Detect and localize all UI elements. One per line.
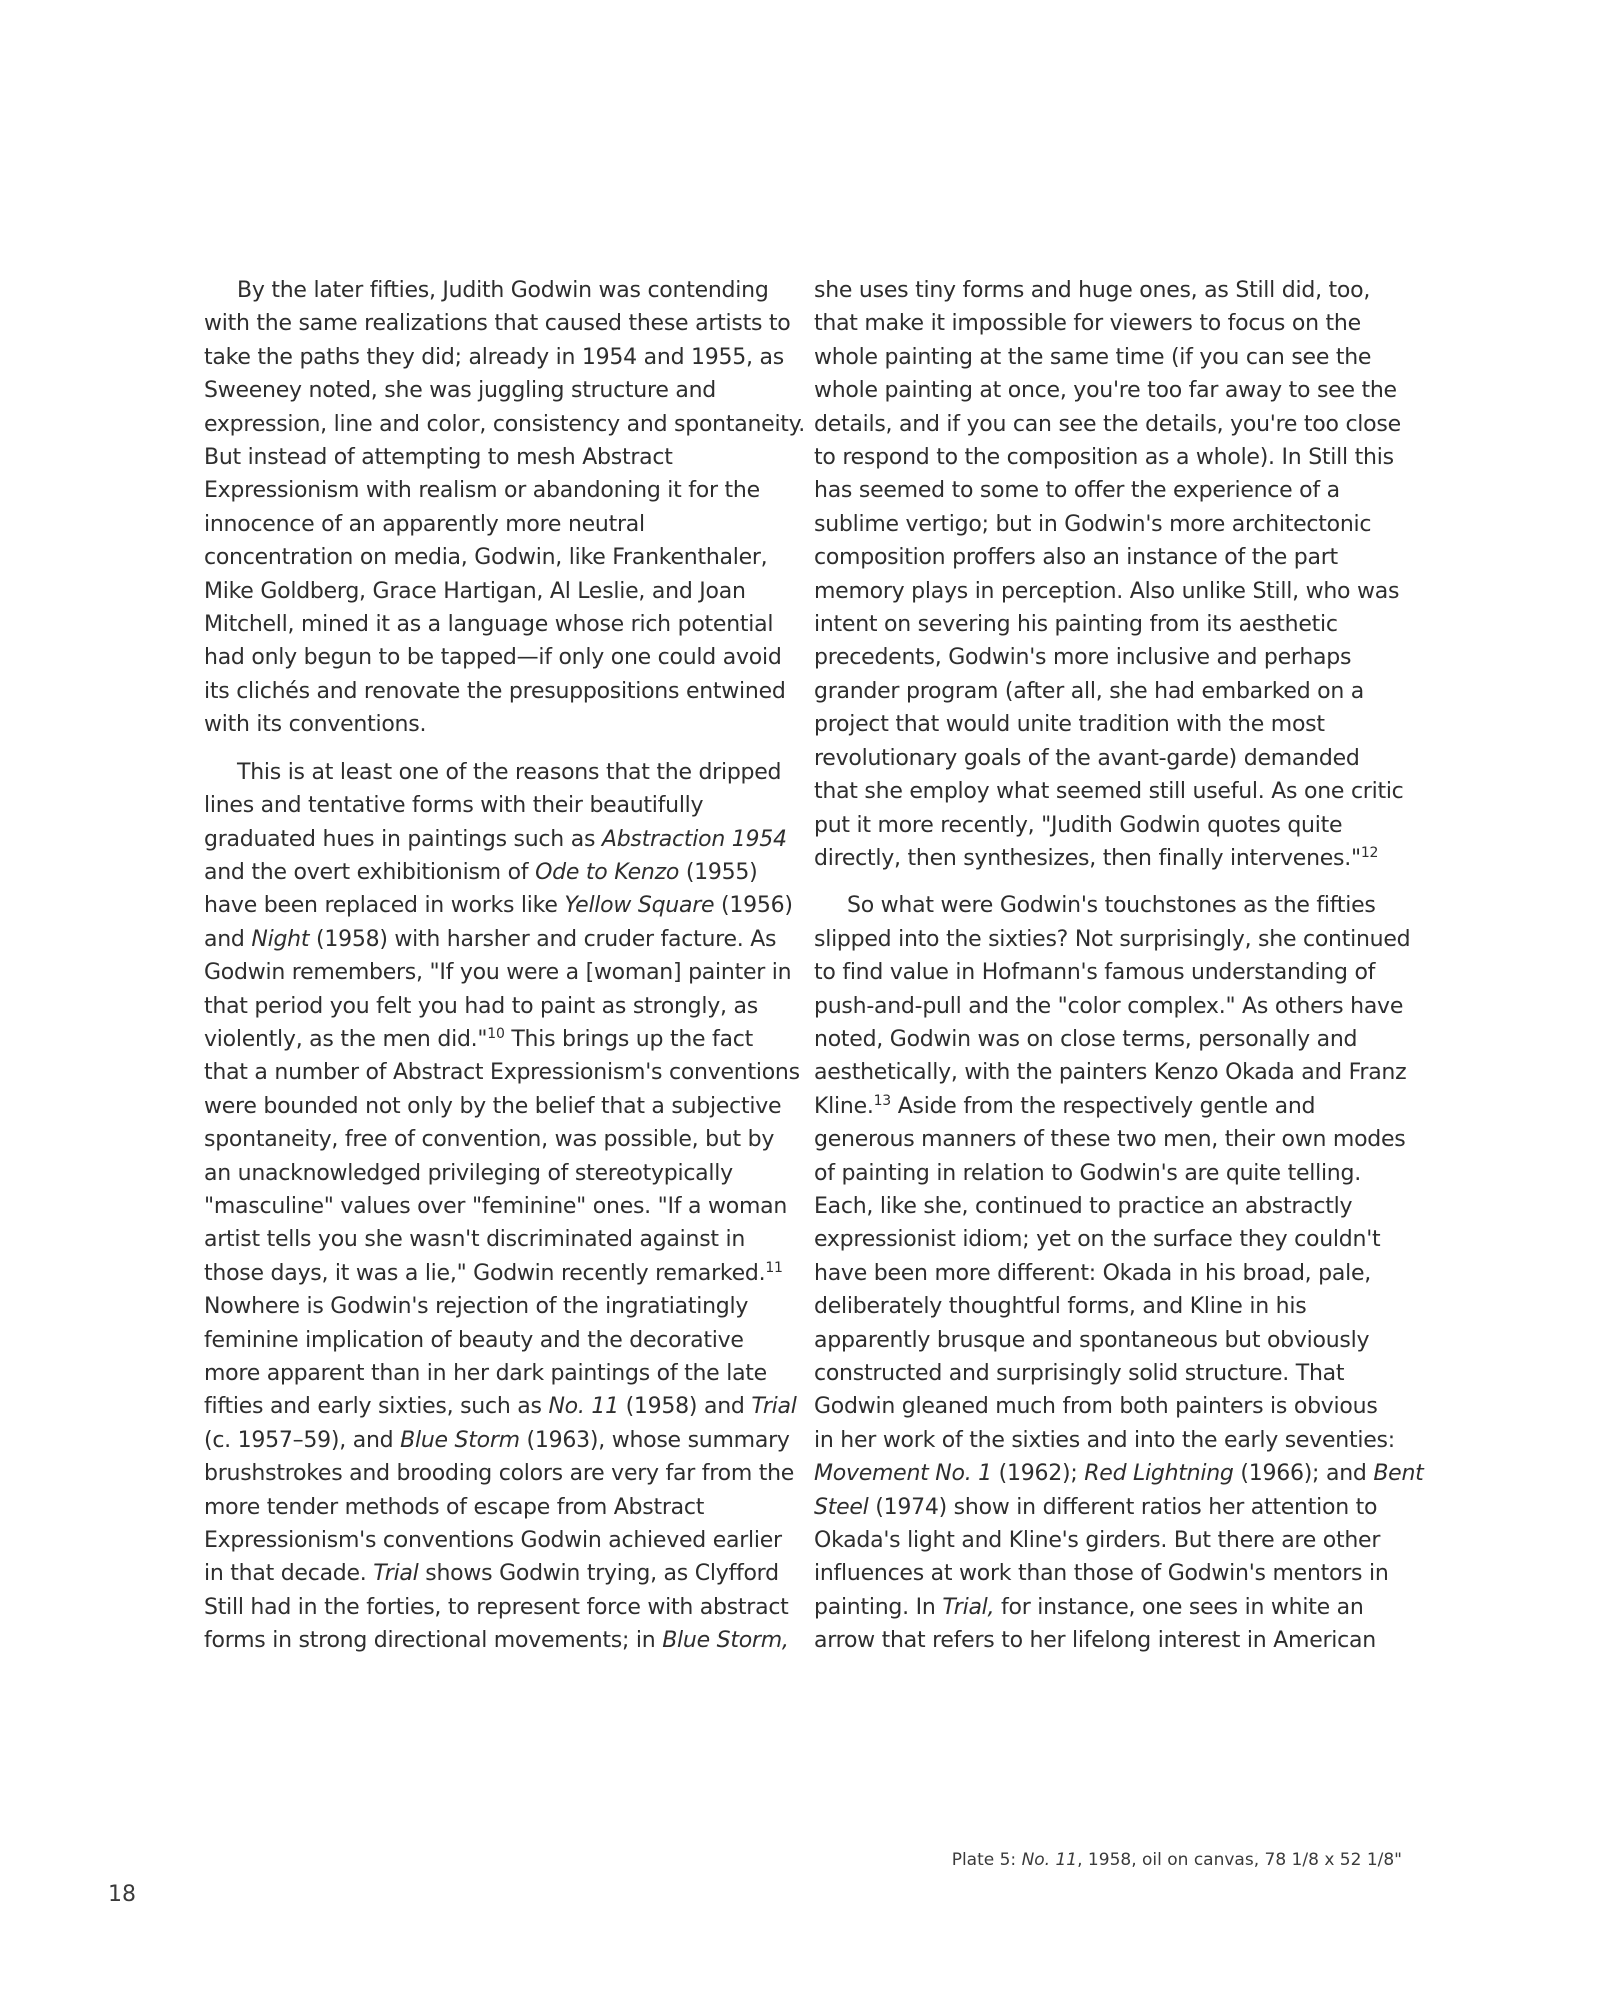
text-line: But instead of attempting to mesh Abstract bbox=[204, 445, 673, 471]
text-line: were bounded not only by the belief that a subjective bbox=[204, 1093, 782, 1119]
text-line: whole painting at the same time (if you can see the bbox=[814, 344, 1372, 370]
text-line: forms in strong directional movements; in Blue Storm, bbox=[204, 1628, 789, 1654]
text-line: Movement No. 1 (1962); Red Lightning (1966); and Bent bbox=[814, 1461, 1424, 1487]
text-line: Expressionism with realism or abandoning it for the bbox=[204, 478, 760, 504]
text-line: intent on severing his painting from its aesthetic bbox=[814, 612, 1338, 638]
text-line: details, and if you can see the details, you're too close bbox=[814, 411, 1401, 437]
text-line: spontaneity, free of convention, was possible, but by bbox=[204, 1127, 775, 1153]
text-line: with the same realizations that caused these artists to bbox=[204, 311, 791, 337]
text-line: memory plays in perception. Also unlike Still, who was bbox=[814, 578, 1400, 604]
text-line: Mike Goldberg, Grace Hartigan, Al Leslie, and Joan bbox=[204, 578, 746, 604]
paragraph bbox=[814, 274, 1402, 875]
text-line: revolutionary goals of the avant-garde) demanded bbox=[814, 745, 1360, 771]
text-line: Mitchell, mined it as a language whose rich potential bbox=[204, 612, 774, 638]
text-line: expression, line and color, consistency and spontaneity. bbox=[204, 411, 806, 437]
text-line: to respond to the composition as a whole). In Still this bbox=[814, 445, 1394, 471]
text-line: more tender methods of escape from Abstract bbox=[204, 1494, 705, 1520]
text-line: take the paths they did; already in 1954 and 1955, as bbox=[204, 344, 784, 370]
text-line: arrow that refers to her lifelong interest in American bbox=[814, 1628, 1376, 1654]
text-line: violently, as the men did."$^{10}$ This brings up the fact bbox=[204, 1025, 753, 1052]
text-line: Nowhere is Godwin's rejection of the ingratiatingly bbox=[204, 1294, 749, 1320]
text-line: Steel (1974) show in different ratios her attention to bbox=[814, 1494, 1378, 1520]
text-line: project that would unite tradition with the most bbox=[814, 712, 1325, 738]
text-line: influences at work than those of Godwin's mentors in bbox=[814, 1561, 1389, 1587]
text-line: Godwin gleaned much from both painters is obvious bbox=[814, 1394, 1378, 1420]
text-line: concentration on media, Godwin, like Frankenthaler, bbox=[204, 545, 768, 571]
text-line: By the later fifties, Judith Godwin was contending bbox=[237, 278, 769, 303]
text-line: aesthetically, with the painters Kenzo Okada and Franz bbox=[814, 1060, 1407, 1086]
text-line: feminine implication of beauty and the decorative bbox=[204, 1327, 744, 1353]
text-line: slipped into the sixties? Not surprisingly, she continued bbox=[814, 926, 1411, 952]
text-line: apparently brusque and spontaneous but obviously bbox=[814, 1327, 1370, 1353]
text-line: deliberately thoughtful forms, and Kline in his bbox=[814, 1294, 1307, 1320]
text-line: (c. 1957–59), and Blue Storm (1963), whose summary bbox=[204, 1427, 790, 1453]
text-line: expressionist idiom; yet on the surface they couldn't bbox=[814, 1227, 1381, 1253]
paragraph bbox=[814, 889, 1424, 1657]
text-line: its clichés and renovate the presuppositions entwined bbox=[204, 678, 786, 704]
text-line: had only begun to be tapped—if only one could avoid bbox=[204, 645, 782, 671]
text-line: have been more different: Okada in his broad, pale, bbox=[814, 1260, 1372, 1286]
text-line: with its conventions. bbox=[204, 712, 427, 738]
text-line: that make it impossible for viewers to focus on the bbox=[814, 311, 1361, 337]
text-line: and Night (1958) with harsher and cruder facture. As bbox=[204, 926, 777, 952]
page-number: 18 bbox=[108, 1882, 136, 1907]
text-line: she uses tiny forms and huge ones, as Still did, too, bbox=[814, 278, 1371, 303]
text-line: noted, Godwin was on close terms, personally and bbox=[814, 1026, 1358, 1052]
text-line: precedents, Godwin's more inclusive and perhaps bbox=[814, 645, 1352, 671]
text-line: in that decade. Trial shows Godwin trying, as Clyfford bbox=[204, 1561, 779, 1587]
text-line: whole painting at once, you're too far away to see the bbox=[814, 378, 1397, 404]
text-line: generous manners of these two men, their own modes bbox=[814, 1127, 1406, 1153]
text-line: Kline.$^{13}$ Aside from the respectively gentle and bbox=[814, 1092, 1316, 1119]
text-line: that she employ what seemed still useful. As one critic bbox=[814, 779, 1404, 805]
text-line: fifties and early sixties, such as No. 11 (1958) and Trial bbox=[204, 1394, 797, 1420]
text-line: more apparent than in her dark paintings of the late bbox=[204, 1361, 767, 1386]
text-line: and the overt exhibitionism of Ode to Kenzo (1955) bbox=[204, 859, 758, 885]
text-line: put it more recently, "Judith Godwin quotes quite bbox=[814, 812, 1343, 838]
text-line: that a number of Abstract Expressionism's conventions bbox=[204, 1060, 800, 1086]
text-line: innocence of an apparently more neutral bbox=[204, 511, 645, 537]
text-line: "masculine" values over "feminine" ones. "If a woman bbox=[204, 1193, 788, 1219]
text-line: has seemed to some to offer the experience of a bbox=[814, 478, 1340, 504]
text-line: have been replaced in works like Yellow Square (1956) bbox=[204, 893, 793, 919]
caption-title: No. 11 bbox=[1021, 1850, 1078, 1870]
text-line: of painting in relation to Godwin's are quite telling. bbox=[814, 1160, 1361, 1186]
text-line: painting. In Trial, for instance, one sees in white an bbox=[814, 1594, 1364, 1620]
text-line: graduated hues in paintings such as Abstraction 1954 bbox=[204, 826, 787, 852]
text-line: push-and-pull and the "color complex." As others have bbox=[814, 993, 1404, 1019]
plate-caption bbox=[952, 1850, 1402, 1870]
text-line: artist tells you she wasn't discriminated against in bbox=[204, 1227, 746, 1253]
text-line: sublime vertigo; but in Godwin's more architectonic bbox=[814, 511, 1372, 537]
text-line: Each, like she, continued to practice an abstractly bbox=[814, 1193, 1353, 1219]
text-line: So what were Godwin's touchstones as the fifties bbox=[847, 893, 1376, 919]
paragraph bbox=[204, 756, 800, 1658]
left-text-column bbox=[204, 274, 806, 1672]
text-line: that period you felt you had to paint as strongly, as bbox=[204, 993, 758, 1019]
text-line: Still had in the forties, to represent force with abstract bbox=[204, 1594, 789, 1620]
text-line: an unacknowledged privileging of stereotypically bbox=[204, 1160, 733, 1186]
text-line: brushstrokes and brooding colors are very far from the bbox=[204, 1461, 795, 1487]
text-line: This is at least one of the reasons that the dripped bbox=[237, 759, 782, 785]
right-text-column bbox=[814, 274, 1424, 1672]
text-line: lines and tentative forms with their beautifully bbox=[204, 793, 704, 819]
text-line: Expressionism's conventions Godwin achieved earlier bbox=[204, 1528, 782, 1554]
text-line: Sweeney noted, she was juggling structure and bbox=[204, 378, 716, 404]
caption-prefix: Plate 5: bbox=[951, 1850, 1022, 1870]
text-line: directly, then synthesizes, then finally intervenes."$^{12}$ bbox=[814, 844, 1379, 871]
text-line: Godwin remembers, "If you were a [woman] painter in bbox=[204, 960, 792, 986]
text-line: those days, it was a lie," Godwin recently remarked.$^{11}$ bbox=[204, 1259, 783, 1286]
text-line: grander program (after all, she had embarked on a bbox=[814, 678, 1365, 704]
caption-details: , 1958, oil on canvas, 78 1/8 x 52 1/8" bbox=[1077, 1850, 1402, 1870]
paragraph bbox=[204, 274, 806, 742]
text-line: composition proffers also an instance of the part bbox=[814, 545, 1338, 571]
text-line: constructed and surprisingly solid structure. That bbox=[814, 1361, 1345, 1386]
text-line: Okada's light and Kline's girders. But there are other bbox=[814, 1528, 1381, 1554]
text-line: in her work of the sixties and into the early seventies: bbox=[814, 1427, 1395, 1453]
text-line: to find value in Hofmann's famous understanding of bbox=[814, 960, 1376, 986]
